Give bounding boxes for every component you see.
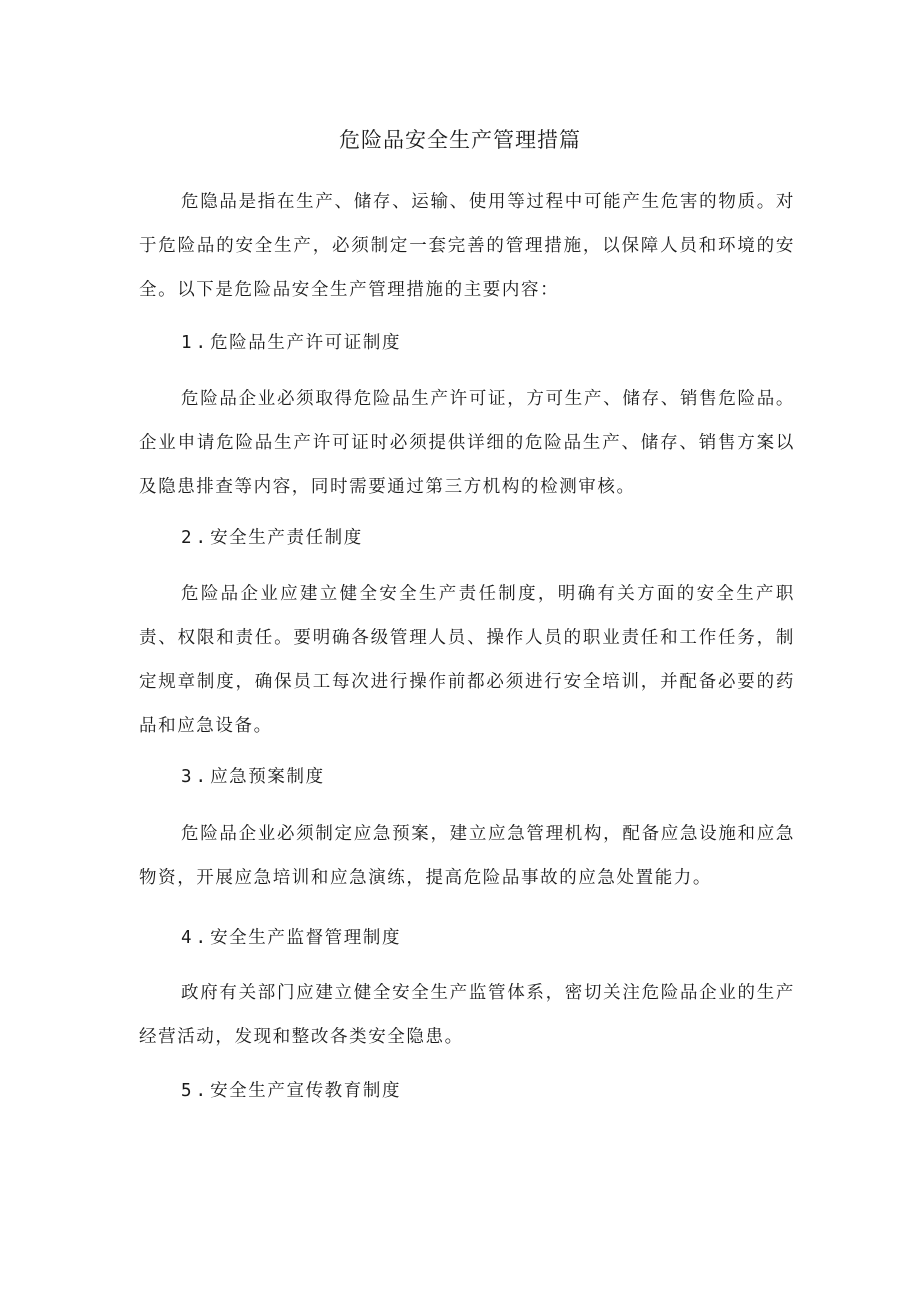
section-heading-text: 安全生产责任制度 — [210, 528, 363, 548]
section-number: 4. — [181, 928, 211, 948]
section-number: 3. — [181, 767, 211, 787]
section-heading-3 — [181, 761, 325, 793]
section-body-3: 危险品企业必须制定应急预案，建立应急管理机构，配备应急设施和应急物资，开展应急培训和应急演练，提高危险品事故的应急处置能力。 — [139, 824, 795, 888]
intro-paragraph: 危隐品是指在生产、储存、运输、使用等过程中可能产生危害的物质。对于危险品的安全生产，必须制定一套完善的管理措施，以保障人员和环境的安全。以下是危险品安全生产管理措施的主要内容： — [139, 192, 795, 300]
section-heading-2 — [181, 522, 363, 554]
section-heading-5 — [181, 1075, 401, 1107]
section-heading-text: 危险品生产许可证制度 — [210, 333, 402, 353]
section-number: 1. — [181, 333, 211, 353]
document-title: 危险品安全生产管理措篇 — [339, 128, 581, 152]
section-heading-4 — [181, 922, 401, 954]
section-body-4: 政府有关部门应建立健全安全生产监管体系，密切关注危险品企业的生产经营活动，发现和整改各类安全隐患。 — [139, 983, 795, 1047]
section-heading-text: 安全生产监督管理制度 — [210, 928, 402, 948]
section-body-1: 危险品企业必须取得危险品生产许可证，方可生产、储存、销售危险品。企业申请危险品生产许可证时必须提供详细的危险品生产、储存、销售方案以及隐患排查等内容，同时需要通过第三方机构的检测审核。 — [139, 389, 795, 497]
section-body-2: 危险品企业应建立健全安全生产责任制度，明确有关方面的安全生产职责、权限和责任。要明确各级管理人员、操作人员的职业责任和工作任务，制定规章制度，确保员工每次进行操作前都必须进行安全培训，并配备必要的药品和应急设备。 — [139, 584, 795, 736]
section-heading-text: 安全生产宣传教育制度 — [210, 1081, 402, 1101]
section-number: 2. — [181, 528, 211, 548]
section-heading-text: 应急预案制度 — [210, 767, 325, 787]
section-heading-1 — [181, 327, 401, 359]
section-number: 5. — [181, 1081, 211, 1101]
